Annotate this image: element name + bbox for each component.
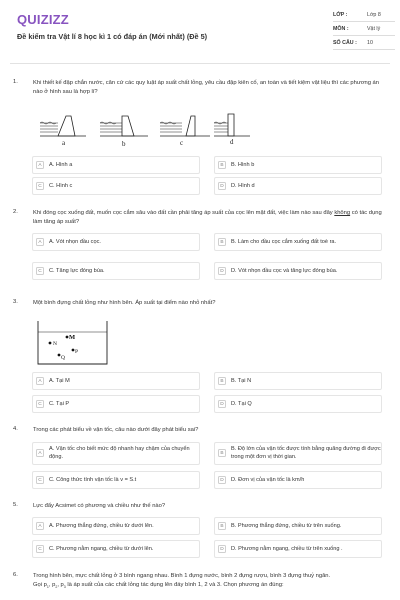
subscript: 3	[63, 585, 66, 590]
container-figure	[37, 320, 109, 366]
text-part: là áp suất của các chất lỏng tác dụng lên đáy bình 1, 2 và 3. Chọn phương án đúng:	[65, 582, 284, 588]
point-label-m: M	[69, 334, 76, 341]
option-letter: D	[218, 182, 226, 190]
option-text: A. Phương thẳng đứng, chiều từ dưới lên.	[49, 523, 154, 529]
option-letter: A	[36, 161, 44, 169]
option-text: A. Vót nhọn đầu cọc.	[49, 239, 101, 245]
question-text-part: Khi đóng cọc xuống đất, muốn cọc cắm sâu vào đất cần phải tăng áp suất của cọc lên mặt đất, việc làm nào sau đây	[33, 210, 335, 216]
option-letter: C	[36, 400, 44, 408]
point-label-q: Q	[61, 355, 65, 361]
option-letter: D	[218, 267, 226, 275]
option-d[interactable]	[214, 177, 382, 195]
option-letter: C	[36, 267, 44, 275]
option-text: B. Tại N	[231, 378, 252, 384]
question-number: 3.	[13, 299, 18, 305]
option-letter: D	[218, 400, 226, 408]
option-text: B. Hình b	[231, 162, 255, 168]
header-divider	[10, 63, 390, 64]
question-text: Trong các phát biểu về vận tốc, câu nào dưới đây phát biểu sai?	[33, 427, 199, 433]
text-part: , p	[48, 582, 56, 588]
option-c[interactable]	[32, 177, 200, 195]
option-text: B. Phương thẳng đứng, chiều từ trên xuống.	[231, 523, 342, 529]
option-text: D. Phương nằm ngang, chiều từ trên xuống .	[231, 546, 343, 552]
dam-figure	[38, 109, 258, 149]
option-letter: B	[218, 238, 226, 246]
option-b[interactable]	[214, 517, 382, 535]
option-letter: D	[218, 545, 226, 553]
question-text-emphasis: không	[334, 210, 351, 216]
option-text: A. Tại M	[49, 378, 70, 384]
option-b[interactable]	[214, 442, 382, 465]
option-letter: A	[36, 377, 44, 385]
meta-row-class	[333, 12, 393, 26]
option-letter: C	[36, 545, 44, 553]
meta-label: LỚP :	[333, 12, 348, 18]
divider	[333, 35, 395, 36]
question-text-line: Trong hình bên, mực chất lỏng ở 3 bình ngang nhau. Bình 1 đựng nước, bình 2 đựng rượu, bình 3 đựng thuỷ ngân.	[33, 573, 331, 579]
option-a[interactable]	[32, 517, 200, 535]
option-text: C. Tăng lực đóng búa.	[49, 268, 105, 274]
option-a[interactable]	[32, 372, 200, 390]
meta-label: MÔN :	[333, 26, 349, 32]
option-letter: C	[36, 182, 44, 190]
option-b[interactable]	[214, 372, 382, 390]
option-letter: A	[36, 522, 44, 530]
option-letter: C	[36, 476, 44, 484]
option-a[interactable]	[32, 156, 200, 174]
figure-label-a: a	[62, 139, 66, 147]
option-d[interactable]	[214, 262, 382, 280]
figure-label-c: c	[180, 139, 184, 147]
question-number: 4.	[13, 426, 18, 432]
option-letter: A	[36, 449, 44, 457]
meta-row-count	[333, 40, 393, 54]
option-a[interactable]	[32, 233, 200, 251]
option-text: A. Hình a	[49, 162, 73, 168]
meta-value: Vật lý	[367, 26, 381, 32]
option-text: C. Hình c	[49, 183, 73, 189]
option-letter: B	[218, 377, 226, 385]
option-d[interactable]	[214, 395, 382, 413]
option-letter: B	[218, 161, 226, 169]
text-part: , p	[57, 582, 64, 588]
option-letter: B	[218, 522, 226, 530]
meta-value: 10	[367, 40, 373, 46]
question-text: Lực đẩy Acsimet có phương và chiều như thế nào?	[33, 503, 166, 509]
option-letter: B	[218, 449, 226, 457]
figure-label-b: b	[122, 140, 126, 148]
option-text: B. Độ lớn của vận tốc được tính bằng quãng đường đi được trong một đơn vị thời gian.	[231, 446, 381, 460]
question-text	[33, 572, 388, 592]
divider	[333, 49, 395, 50]
option-text: D. Hình d	[231, 183, 255, 189]
option-letter: A	[36, 238, 44, 246]
option-text: D. Vót nhọn đầu cọc và tăng lực đóng búa.	[231, 268, 338, 274]
option-letter: D	[218, 476, 226, 484]
subscript: 1	[46, 585, 49, 590]
point-label-p: P	[75, 349, 79, 355]
meta-value: Lớp 8	[367, 12, 381, 18]
page-title: Đề kiểm tra Vật lí 8 học kì 1 có đáp án (Mới nhất) (Đề 5)	[17, 32, 208, 41]
question-number: 6.	[13, 572, 18, 578]
point-label-n: N	[53, 341, 57, 347]
text-part: Gọi p	[33, 582, 47, 588]
divider	[333, 21, 395, 22]
question-text	[33, 209, 388, 227]
figure-label-d: d	[230, 138, 234, 146]
option-text: A. Vận tốc cho biết mức độ nhanh hay chậm của chuyển động.	[49, 446, 190, 460]
option-c[interactable]	[32, 395, 200, 413]
meta-label: SỐ CÂU :	[333, 40, 357, 46]
option-text: B. Làm cho đầu cọc cắm xuống đất toè ra.	[231, 239, 337, 245]
option-b[interactable]	[214, 156, 382, 174]
question-text: Một bình đựng chất lỏng như hình bên. Áp suất tại điểm nào nhỏ nhất?	[33, 300, 216, 306]
question-number: 2.	[13, 209, 18, 215]
header	[0, 0, 400, 64]
question-number: 1.	[13, 79, 18, 85]
option-d[interactable]	[214, 471, 382, 489]
question-text-line	[33, 581, 388, 592]
quizizz-logo: QUIZIZZ	[17, 12, 69, 27]
question-text: Khi thiết kế đập chắn nước, căn cứ các quy luật áp suất chất lỏng, yêu cầu đập kiên cố, an toàn và tiết kiệm vật liệu thì các phương án nào ở hình sau là hợp lí?	[33, 80, 380, 95]
subscript: 2	[55, 585, 58, 590]
option-text: D. Tại Q	[231, 401, 252, 407]
option-text: C. Tại P	[49, 401, 70, 407]
option-d[interactable]	[214, 540, 382, 558]
question-number: 5.	[13, 502, 18, 508]
meta-row-subject	[333, 26, 393, 40]
meta-info	[333, 12, 393, 54]
option-text: C. Công thức tính vận tốc là v = S.t	[49, 477, 137, 483]
question-text-part: có tác dụng làm tăng áp suất?	[33, 210, 382, 225]
option-text: D. Đơn vị của vận tốc là km/h	[231, 477, 305, 483]
option-a[interactable]	[32, 442, 200, 465]
option-text: C. Phương nằm ngang, chiều từ dưới lên.	[49, 546, 154, 552]
option-c[interactable]	[32, 262, 200, 280]
option-c[interactable]	[32, 471, 200, 489]
option-c[interactable]	[32, 540, 200, 558]
option-b[interactable]	[214, 233, 382, 251]
